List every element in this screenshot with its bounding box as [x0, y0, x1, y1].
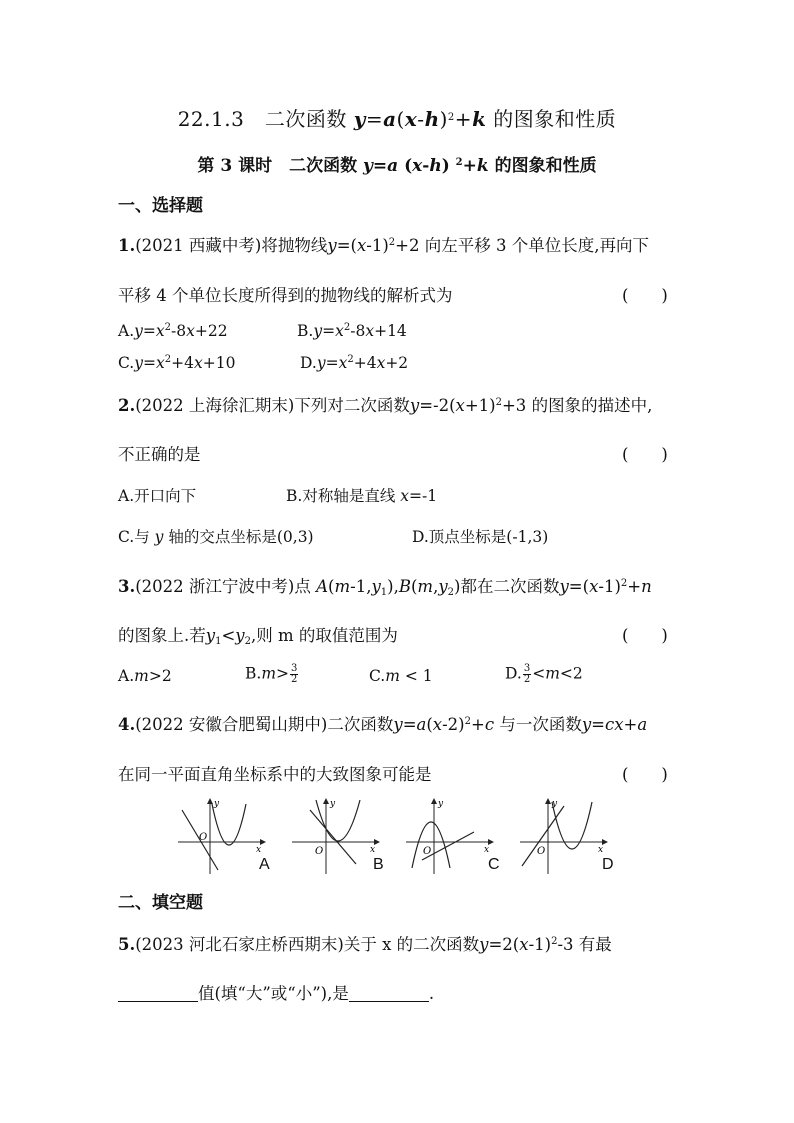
y-axis-label: y [552, 799, 558, 809]
question-1-line-1: 1.(2021 西藏中考)将抛物线$y=(x-1)^2+2$ 向左平移 3 个单位长度,再向下 [118, 236, 649, 255]
question-1-line-2: 平移 4 个单位长度所得到的抛物线的解析式为 [118, 286, 453, 305]
y-axis-label: y [438, 799, 444, 809]
graph-d [518, 796, 608, 876]
parabola [316, 800, 360, 841]
question-3-line-2: 的图象上.若$y_1<y_2$,则 m 的取值范围为 [118, 626, 398, 647]
q2-option-c: C.与 y 轴的交点坐标是(0,3) [118, 528, 314, 546]
origin-label: O [537, 846, 546, 857]
q3-option-a: A.m>2 [118, 667, 172, 685]
graph-c [404, 796, 494, 876]
question-3-line-1: 3.(2022 浙江宁波中考)点 $A(m-1,y_1),B(m,y_2)$都在二次函数$y=(x-1)^2+n$ [118, 577, 652, 598]
fraction-three-halves-b: $\frac{3}{2}$ [291, 663, 298, 685]
section-heading-choice: 一、选择题 [118, 196, 203, 216]
page-title: 22.1.3 二次函数 $y=a(x-h)^2+k$ 的图象和性质 [177, 107, 617, 131]
y-axis-label: y [330, 799, 336, 809]
graph-label-b: B [373, 856, 384, 873]
q3-option-d: D. $\frac{3}{2}$ <m<2 [505, 663, 583, 685]
question-2-line-1: 2.(2022 上海徐汇期末)下列对二次函数$y=-2(x+1)^2+3$ 的图象的描述中, [118, 396, 653, 415]
q1-option-d: $D.y=x^2+4x+2$ [300, 354, 409, 372]
fraction-three-halves-d: $\frac{3}{2}$ [523, 663, 531, 685]
x-axis-label: x [256, 845, 262, 855]
y-axis-arrow [545, 798, 551, 804]
line [182, 810, 218, 870]
question-5-line-1: 5.(2023 河北石家庄桥西期末)关于 x 的二次函数$y=2(x-1)^2-3$ 有最 [118, 935, 612, 954]
answer-bracket-4: ( ) [622, 765, 668, 784]
graph-b [290, 796, 380, 876]
q1-option-b: $B.y=x^2-8x+14$ [297, 322, 407, 340]
y-axis-arrow [431, 798, 437, 804]
graph-label-a: A [259, 856, 270, 873]
q3-option-b: B.m> $\frac{3}{2}$ [245, 663, 298, 685]
question-5-line-2: 值(填“大”或“小”),是 . [118, 980, 434, 1004]
q2-option-b: B.对称轴是直线 x=-1 [286, 487, 438, 505]
question-4-line-1: 4.(2022 安徽合肥蜀山期中)二次函数$y=a(x-2)^2+c$ 与一次函数y=cx+a [118, 715, 648, 734]
q1-option-c: $C.y=x^2+4x+10$ [118, 354, 236, 372]
graph-label-c: C [488, 856, 500, 873]
graph-label-d: D [602, 856, 614, 873]
y-axis-label: y [214, 799, 220, 809]
section-heading-fill: 二、填空题 [118, 893, 203, 913]
graph-a [176, 796, 266, 876]
q2-option-a: A.开口向下 [118, 487, 197, 505]
line [522, 806, 564, 866]
answer-bracket-1: ( ) [622, 286, 668, 305]
answer-blank-2[interactable] [349, 985, 429, 1002]
answer-bracket-2: ( ) [622, 445, 668, 464]
y-axis-arrow [323, 798, 329, 804]
y-axis-arrow [207, 798, 213, 804]
x-axis-label: x [370, 845, 376, 855]
parabola [212, 804, 246, 845]
answer-bracket-3: ( ) [622, 626, 668, 645]
parabola [412, 822, 450, 868]
origin-label: O [315, 846, 324, 857]
question-4-line-2: 在同一平面直角坐标系中的大致图象可能是 [118, 765, 432, 784]
q2-option-d: D.顶点坐标是(-1,3) [412, 528, 549, 546]
origin-label: O [423, 846, 432, 857]
origin-label: O [199, 832, 208, 843]
question-2-line-2: 不正确的是 [118, 445, 201, 464]
x-axis-label: x [598, 845, 604, 855]
page-subtitle: 第 3 课时 二次函数 y=a (x-h) $^2$+k 的图象和性质 [197, 156, 597, 176]
answer-blank-1[interactable] [118, 985, 198, 1002]
q3-option-c: C.m < 1 [369, 667, 433, 685]
q1-option-a: $A.y=x^2-8x+22$ [118, 322, 228, 340]
x-axis-label: x [484, 845, 490, 855]
